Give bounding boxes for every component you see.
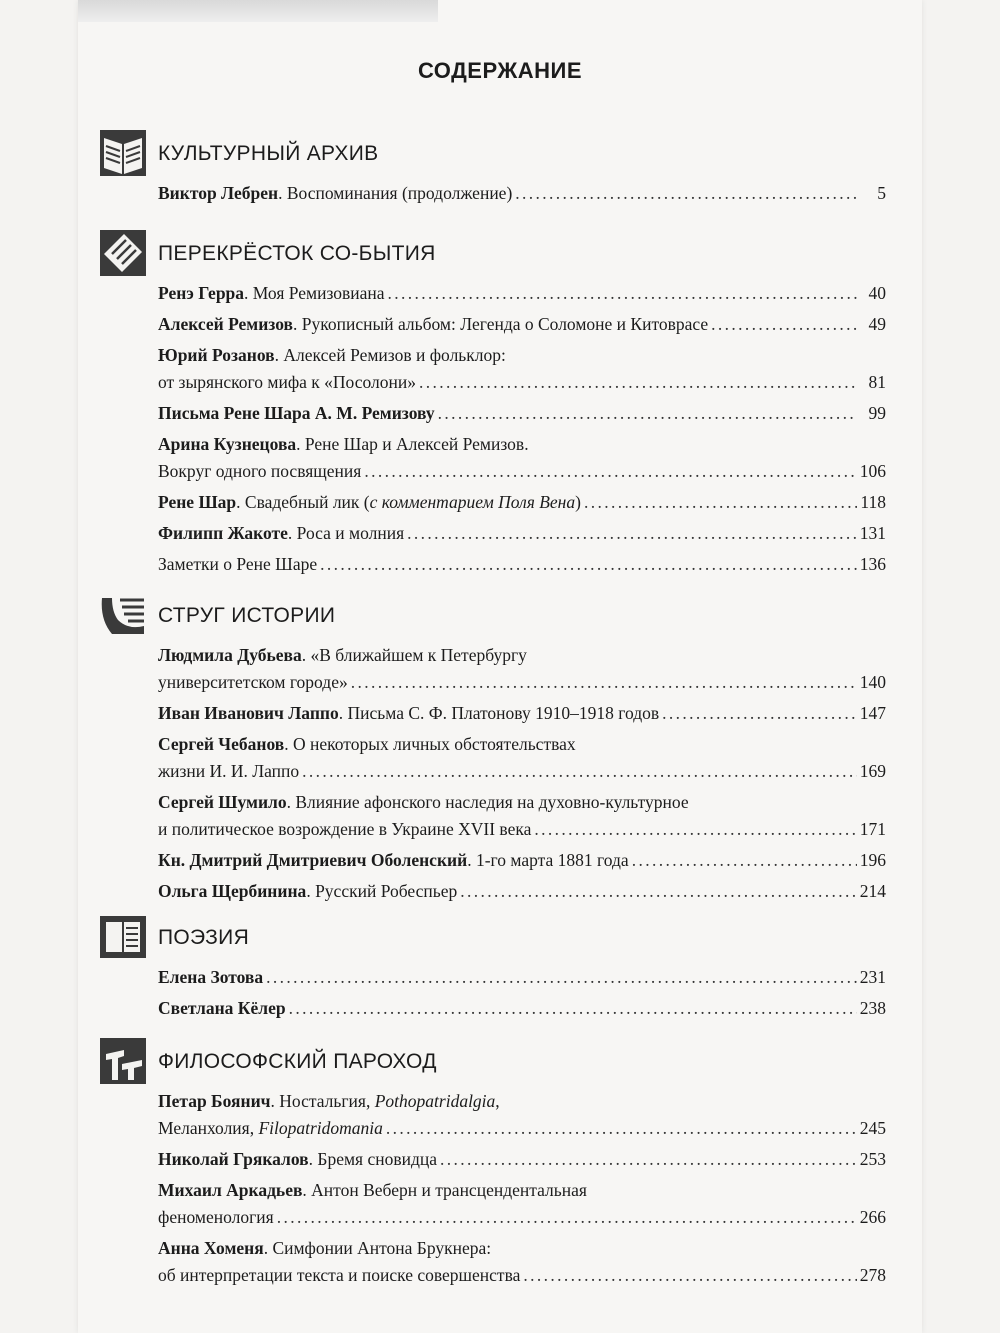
- toc-entry-line: [158, 342, 886, 369]
- toc-entry-line: [158, 1204, 886, 1231]
- toc-entry-text: [158, 847, 629, 874]
- entries-list: [158, 964, 886, 1022]
- entry-separator: .: [293, 314, 302, 334]
- toc-entry-line: [158, 369, 886, 396]
- boat-icon: [98, 590, 148, 640]
- entries-list: [158, 180, 886, 207]
- toc-entry-line: [158, 458, 886, 485]
- entry-title: Свадебный лик (: [244, 492, 370, 512]
- entry-separator: .: [244, 283, 253, 303]
- entry-author: Петар Боянич: [158, 1091, 271, 1111]
- dot-leader: [266, 964, 857, 991]
- toc-entry[interactable]: [158, 551, 886, 578]
- entry-separator: .: [286, 792, 296, 812]
- entry-author: Сергей Чебанов: [158, 734, 285, 754]
- section-header: [98, 128, 898, 180]
- dot-leader: [711, 311, 857, 338]
- toc-entry-line: [158, 280, 886, 307]
- toc-entry[interactable]: [158, 731, 886, 785]
- page-number: 231: [859, 967, 886, 987]
- entry-author: Людмила Дубьева: [158, 645, 302, 665]
- toc-entry-text: [158, 878, 457, 905]
- entry-separator: .: [274, 345, 284, 365]
- page-number: 118: [860, 492, 886, 512]
- page-number: 278: [859, 1265, 886, 1285]
- toc-entry-line: [158, 551, 886, 578]
- page-number: 214: [859, 881, 886, 901]
- page-number: 140: [859, 672, 886, 692]
- entry-title-continued: Вокруг одного посвящения: [158, 461, 362, 481]
- entry-title: Алексей Ремизов и фольклор:: [283, 345, 506, 365]
- toc-entry[interactable]: [158, 342, 886, 396]
- page-number: 147: [859, 703, 886, 723]
- entry-title: Рукописный альбом: Легенда о Соломоне и Китоврасе: [301, 314, 709, 334]
- entry-title: «В ближайшем к Петербургу: [310, 645, 527, 665]
- dot-leader: [320, 551, 857, 578]
- entry-author: Рене Шар: [158, 492, 237, 512]
- dot-leader: [460, 878, 857, 905]
- dot-leader: [302, 758, 857, 785]
- entry-separator: .: [270, 1091, 280, 1111]
- toc-entry[interactable]: [158, 280, 886, 307]
- toc-entry-text: [158, 1146, 437, 1173]
- dot-leader: [388, 280, 857, 307]
- toc-entry-line: [158, 816, 886, 843]
- page-title: СОДЕРЖАНИЕ: [417, 58, 583, 83]
- dot-leader: [364, 458, 856, 485]
- toc-entry-line: [158, 878, 886, 905]
- toc-entry[interactable]: [158, 311, 886, 338]
- entry-author: Филипп Жакоте: [158, 523, 288, 543]
- toc-entry-line: [158, 1262, 886, 1289]
- page-number: 49: [868, 314, 886, 334]
- toc-entry[interactable]: [158, 520, 886, 547]
- toc-entry[interactable]: [158, 1235, 886, 1289]
- toc-entry-text: [158, 1235, 491, 1262]
- toc-entry-line: [158, 669, 886, 696]
- section-crossroads: [98, 228, 898, 582]
- toc-entry[interactable]: [158, 878, 886, 905]
- section-title: ПОЭЗИЯ: [158, 926, 250, 949]
- toc-entry-line: [158, 758, 886, 785]
- toc-entry-text: [158, 280, 385, 307]
- entry-author: Елена Зотова: [158, 967, 264, 987]
- toc-entry-text: [158, 431, 529, 458]
- entry-separator: .: [302, 1180, 312, 1200]
- entry-title-continued: от зырянского мифа к «Посолони»: [158, 372, 416, 392]
- entry-author: Ольга Щербинина: [158, 881, 307, 901]
- dot-leader: [440, 1146, 857, 1173]
- toc-entry-line: [158, 789, 886, 816]
- toc-entry[interactable]: [158, 400, 886, 427]
- dot-leader: [515, 180, 857, 207]
- toc-entry-text: [158, 551, 317, 578]
- toc-entry-line: [158, 995, 886, 1022]
- page-number: 196: [859, 850, 886, 870]
- open-book-icon: [98, 912, 148, 962]
- toc-entry-text: [158, 1177, 587, 1204]
- section-history-boat: [98, 590, 898, 909]
- entry-title: Русский Робеспьер: [315, 881, 458, 901]
- dot-leader: [419, 369, 857, 396]
- entry-author: Ренэ Герра: [158, 283, 245, 303]
- toc-entry-line: [158, 847, 886, 874]
- toc-entry-line: [158, 180, 886, 207]
- toc-entry-text: [158, 700, 659, 727]
- toc-entry-line: [158, 964, 886, 991]
- entry-title-part: Меланхолия,: [158, 1118, 259, 1138]
- entry-author: Алексей Ремизов: [158, 314, 294, 334]
- crossroads-icon: [98, 228, 148, 278]
- toc-entry-text: [158, 1088, 500, 1115]
- toc-entry[interactable]: [158, 847, 886, 874]
- toc-entry[interactable]: [158, 642, 886, 696]
- entry-separator: .: [338, 703, 348, 723]
- section-philosophical-steamship: [98, 1036, 898, 1293]
- toc-entry-line: [158, 431, 886, 458]
- toc-entry-line: [158, 400, 886, 427]
- entry-title: Воспоминания (продолжение): [286, 183, 513, 203]
- dot-leader: [386, 1115, 857, 1142]
- toc-entry-line: [158, 1115, 886, 1142]
- dot-leader: [351, 669, 857, 696]
- toc-entry[interactable]: [158, 995, 886, 1022]
- entry-title: Бремя сновидца: [317, 1149, 438, 1169]
- toc-entry-text: [158, 489, 581, 516]
- entry-separator: .: [263, 1238, 273, 1258]
- toc-entry-line: [158, 1177, 886, 1204]
- toc-entry-text: [158, 180, 512, 207]
- entry-separator: .: [296, 434, 305, 454]
- entry-title: Антон Веберн и трансцендентальная: [311, 1180, 587, 1200]
- page-number: 131: [859, 523, 886, 543]
- entry-author: Светлана Кёлер: [158, 998, 286, 1018]
- section-poetry: [98, 912, 898, 1026]
- entry-author: Виктор Лебрен: [158, 183, 279, 203]
- entry-title: Рене Шар и Алексей Ремизов.: [304, 434, 529, 454]
- page-number: 171: [859, 819, 886, 839]
- entry-title-continued: феноменология: [158, 1207, 274, 1227]
- entry-separator: .: [306, 881, 316, 901]
- dot-leader: [289, 995, 857, 1022]
- dot-leader: [438, 400, 857, 427]
- section-cultural-archive: [98, 128, 898, 211]
- toc-entry-text: [158, 995, 286, 1022]
- dot-leader: [584, 489, 857, 516]
- toc-entry-line: [158, 1146, 886, 1173]
- toc-entry-line: [158, 1088, 886, 1115]
- entry-author: Иван Иванович Лаппо: [158, 703, 339, 723]
- toc-entry[interactable]: [158, 700, 886, 727]
- toc-entry[interactable]: [158, 964, 886, 991]
- toc-entry-text: [158, 311, 708, 338]
- entry-title-italic: с комментарием Поля Вена: [369, 492, 576, 512]
- toc-entry-text: [158, 342, 506, 369]
- entry-title-continued: [158, 1115, 383, 1142]
- page-number: 169: [859, 761, 886, 781]
- entry-title: Ностальгия,: [279, 1091, 375, 1111]
- section-header: [98, 590, 898, 642]
- page-number: 245: [859, 1118, 886, 1138]
- toc-entry-line: [158, 700, 886, 727]
- entry-author: Михаил Аркадьев: [158, 1180, 303, 1200]
- toc-entry[interactable]: [158, 1088, 886, 1142]
- dot-leader: [534, 816, 856, 843]
- entry-title: Симфонии Антона Брукнера:: [272, 1238, 492, 1258]
- toc-entry[interactable]: [158, 1146, 886, 1173]
- top-edge-strip: [78, 0, 438, 22]
- entry-title-continued: жизни И. И. Лаппо: [158, 761, 300, 781]
- entry-author: Кн. Дмитрий Дмитриевич Оболенский: [158, 850, 468, 870]
- toc-entry[interactable]: [158, 789, 886, 843]
- section-title: ПЕРЕКРЁСТОК СО-БЫТИЯ: [158, 242, 436, 265]
- entries-list: [158, 1088, 886, 1289]
- entry-separator: .: [284, 734, 294, 754]
- entry-title-continued: об интерпретации текста и поиске совершенства: [158, 1265, 521, 1285]
- entry-title: О некоторых личных обстоятельствах: [293, 734, 576, 754]
- entry-title: Письма С. Ф. Платонову 1910–1918 годов: [347, 703, 660, 723]
- page-number: 81: [868, 372, 886, 392]
- entry-separator: .: [467, 850, 476, 870]
- entry-title: Моя Ремизовиана: [252, 283, 385, 303]
- section-header: [98, 228, 898, 280]
- entry-title: 1-го марта 1881 года: [475, 850, 629, 870]
- entry-author: Арина Кузнецова: [158, 434, 297, 454]
- steamship-icon: [98, 1036, 148, 1086]
- entry-author: Юрий Розанов: [158, 345, 275, 365]
- section-title: СТРУГ ИСТОРИИ: [158, 604, 336, 627]
- toc-entry-line: [158, 642, 886, 669]
- entries-list: [158, 642, 886, 905]
- entry-title-continued: и политическое возрождение в Украине XVII века: [158, 819, 532, 839]
- toc-entry[interactable]: [158, 1177, 886, 1231]
- entry-title: Роса и молния: [296, 523, 405, 543]
- section-title: ФИЛОСОФСКИЙ ПАРОХОД: [158, 1050, 437, 1073]
- section-title: КУЛЬТУРНЫЙ АРХИВ: [158, 142, 379, 165]
- toc-entry-line: [158, 489, 886, 516]
- page-number: 106: [859, 461, 886, 481]
- toc-entry-text: [158, 789, 689, 816]
- toc-entry[interactable]: [158, 431, 886, 485]
- entry-separator: .: [287, 523, 297, 543]
- section-header: [98, 1036, 898, 1088]
- entry-separator: .: [278, 183, 287, 203]
- page-number: 40: [868, 283, 886, 303]
- page-number: 99: [868, 403, 886, 423]
- entry-separator: .: [301, 645, 311, 665]
- page-number: 238: [859, 998, 886, 1018]
- dot-leader: [277, 1204, 857, 1231]
- entry-author: Сергей Шумило: [158, 792, 287, 812]
- entry-separator: .: [236, 492, 245, 512]
- entry-author: Николай Грякалов: [158, 1149, 309, 1169]
- toc-entry-line: [158, 1235, 886, 1262]
- entry-title-italic: Filopatridomania: [258, 1118, 383, 1138]
- toc-entry-text: [158, 964, 263, 991]
- dot-leader: [523, 1262, 856, 1289]
- section-header: [98, 912, 898, 964]
- page-number: 136: [859, 554, 886, 574]
- toc-entry[interactable]: [158, 180, 886, 207]
- toc-entry-text: [158, 520, 404, 547]
- entry-title-italic: Pothopatridalgia: [374, 1091, 496, 1111]
- entry-author: Письма Рене Шара А. М. Ремизову: [158, 403, 435, 423]
- entry-author: Анна Хоменя: [158, 1238, 264, 1258]
- page-number: 253: [859, 1149, 886, 1169]
- dot-leader: [632, 847, 857, 874]
- book-stack-icon: [98, 128, 148, 178]
- dot-leader: [662, 700, 857, 727]
- toc-entry-line: [158, 311, 886, 338]
- entries-list: [158, 280, 886, 578]
- entry-title-continued: университетском городе»: [158, 672, 348, 692]
- toc-entry-line: [158, 520, 886, 547]
- page-number: 5: [877, 183, 886, 203]
- toc-entry[interactable]: [158, 489, 886, 516]
- toc-entry-text: [158, 731, 576, 758]
- toc-entry-line: [158, 731, 886, 758]
- entry-title-end: ): [575, 492, 581, 512]
- entry-title-end: ,: [495, 1091, 500, 1111]
- dot-leader: [407, 520, 857, 547]
- entry-separator: .: [308, 1149, 318, 1169]
- page-number: 266: [859, 1207, 886, 1227]
- toc-entry-text: [158, 400, 435, 427]
- entry-title: Влияние афонского наследия на духовно-культурное: [295, 792, 689, 812]
- entry-title: Заметки о Рене Шаре: [158, 554, 318, 574]
- toc-entry-text: [158, 642, 527, 669]
